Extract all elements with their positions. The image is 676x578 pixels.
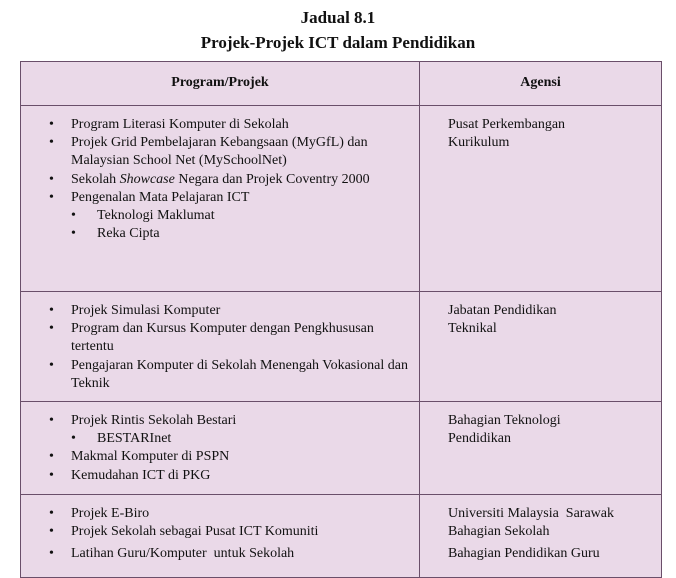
agency-line: Bahagian Sekolah xyxy=(448,524,550,540)
list-item: • Projek Simulasi Komputer xyxy=(49,302,413,320)
program-cell xyxy=(21,292,420,402)
table-title: Projek-Projek ICT dalam Pendidikan xyxy=(200,33,476,52)
program-cell xyxy=(21,495,420,578)
table-number: Jadual 8.1 xyxy=(300,8,376,27)
list-item: • Latihan Guru/Komputer untuk Sekolah xyxy=(49,545,413,563)
list-item: • Projek Sekolah sebagai Pusat ICT Komuniti xyxy=(49,523,413,541)
agency-line: Pendidikan xyxy=(448,431,511,447)
list-item: • Pengajaran Komputer di Sekolah Menengah Vokasional dan Teknik xyxy=(49,357,413,393)
column-header-agency: Agensi xyxy=(420,62,662,106)
list-item: • Sekolah Showcase Negara dan Projek Coventry 2000 xyxy=(49,171,413,189)
agency-line: Pusat Perkembangan xyxy=(448,117,566,132)
agency-line: Teknikal xyxy=(448,321,497,337)
agency-cell xyxy=(420,292,662,402)
table-row xyxy=(21,106,662,292)
list-item: • Projek E-Biro xyxy=(49,505,413,523)
agency-cell xyxy=(420,402,662,495)
agency-line: Bahagian Teknologi xyxy=(448,413,561,428)
sub-list-item: • Teknologi Maklumat xyxy=(71,207,413,225)
agency-line: Bahagian Pendidikan Guru xyxy=(448,546,600,562)
list-item: • Projek Grid Pembelajaran Kebangsaan (MyGfL) dan Malaysian School Net (MySchoolNet) xyxy=(49,134,413,170)
table-row xyxy=(21,495,662,578)
agency-line: Kurikulum xyxy=(448,135,510,151)
agency-line: Jabatan Pendidikan xyxy=(448,303,557,318)
list-item: • Kemudahan ICT di PKG xyxy=(49,467,413,485)
program-cell xyxy=(21,106,420,292)
list-item: • Projek Rintis Sekolah Bestari • BESTARInet xyxy=(49,412,413,448)
emphasis-text: Showcase xyxy=(119,171,175,187)
sub-list-item: • BESTARInet xyxy=(71,430,413,448)
column-header-program: Program/Projek xyxy=(21,62,420,106)
list-item: • Program dan Kursus Komputer dengan Pengkhususan tertentu xyxy=(49,320,413,356)
sub-list-item: • Reka Cipta xyxy=(71,225,413,243)
ict-projects-table xyxy=(20,61,662,578)
agency-line: Universiti Malaysia Sarawak xyxy=(448,506,615,521)
header-row xyxy=(21,62,662,106)
program-cell xyxy=(21,402,420,495)
table-row xyxy=(21,402,662,495)
list-item: • Program Literasi Komputer di Sekolah xyxy=(49,116,413,134)
list-item: • Pengenalan Mata Pelajaran ICT • Teknologi Maklumat • Reka Cipta xyxy=(49,189,413,244)
agency-cell xyxy=(420,106,662,292)
agency-cell xyxy=(420,495,662,578)
list-item: • Makmal Komputer di PSPN xyxy=(49,448,413,466)
table-row xyxy=(21,292,662,402)
